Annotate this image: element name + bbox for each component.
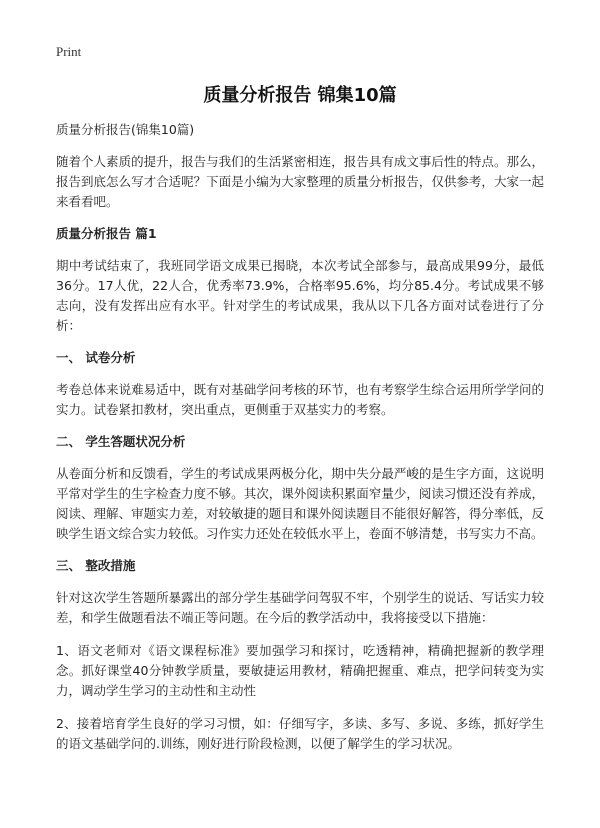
section-heading-measures: 三、 整改措施 xyxy=(56,558,136,573)
document-subtitle: 质量分析报告(锦集10篇) xyxy=(56,122,195,137)
article-heading: 质量分析报告 篇1 xyxy=(56,226,157,241)
section-paragraph: 针对这次学生答题所暴露出的部分学生基础学问驾驭不牢，个别学生的说话、写话实力较差，和学生做题看法不端正等问题。在今后的教学活动中，我将接受以下措施： xyxy=(56,590,544,625)
page-title: 质量分析报告 锦集10篇 xyxy=(203,85,397,106)
article-body xyxy=(56,121,544,767)
section-paragraph: 从卷面分析和反馈看，学生的考试成果两极分化，期中失分最严峻的是生字方面，这说明平常对学生的生字检查力度不够。其次，课外阅读积累面窄量少，阅读习惯还没有养成，阅读、理解、审题实力差，对较敏捷的题目和课外阅读题目不能很好解答，得分率低，反映学生语文综合实力较低。习作实力还处在较低水平上，卷面不够清楚，书写实力不高。 xyxy=(56,466,544,541)
section-paragraph: 1、语文老师对《语文课程标准》要加强学习和探讨，吃透精神，精确把握新的教学理念。抓好课堂40分钟教学质量，要敏捷运用教材，精确把握重、难点，把学问转变为实力，调动学生学习的主动性和主动性 xyxy=(56,643,544,698)
section-heading-student-analysis: 二、 学生答题状况分析 xyxy=(56,434,186,449)
section-heading-exam-analysis: 一、 试卷分析 xyxy=(56,350,136,365)
section-paragraph: 2、接着培育学生良好的学习习惯，如：仔细写字，多读、多写、多说、多练，抓好学生的语文基础学问的.训练，刚好进行阶段检测，以便了解学生的学习状况。 xyxy=(56,716,544,751)
article-intro-paragraph: 期中考试结束了，我班同学语文成果已揭晓，本次考试全部参与，最高成果99分，最低36分。17人优，22人合，优秀率73.9%，合格率95.6%，均分85.4分。考试成果不够志向，没有发挥出应有水平。针对学生的考试成果，我从以下几各方面对试卷进行了分析： xyxy=(56,258,544,333)
intro-paragraph: 随着个人素质的提升，报告与我们的生活紧密相连，报告具有成文事后性的特点。那么，报告到底怎么写才合适呢？下面是小编为大家整理的质量分析报告，仅供参考，大家一起来看看吧。 xyxy=(56,154,544,209)
print-link[interactable]: Print xyxy=(56,44,82,59)
section-paragraph: 考卷总体来说难易适中，既有对基础学问考核的环节，也有考察学生综合运用所学学问的实力。试卷紧扣教材，突出重点，更侧重于双基实力的考察。 xyxy=(56,382,544,417)
